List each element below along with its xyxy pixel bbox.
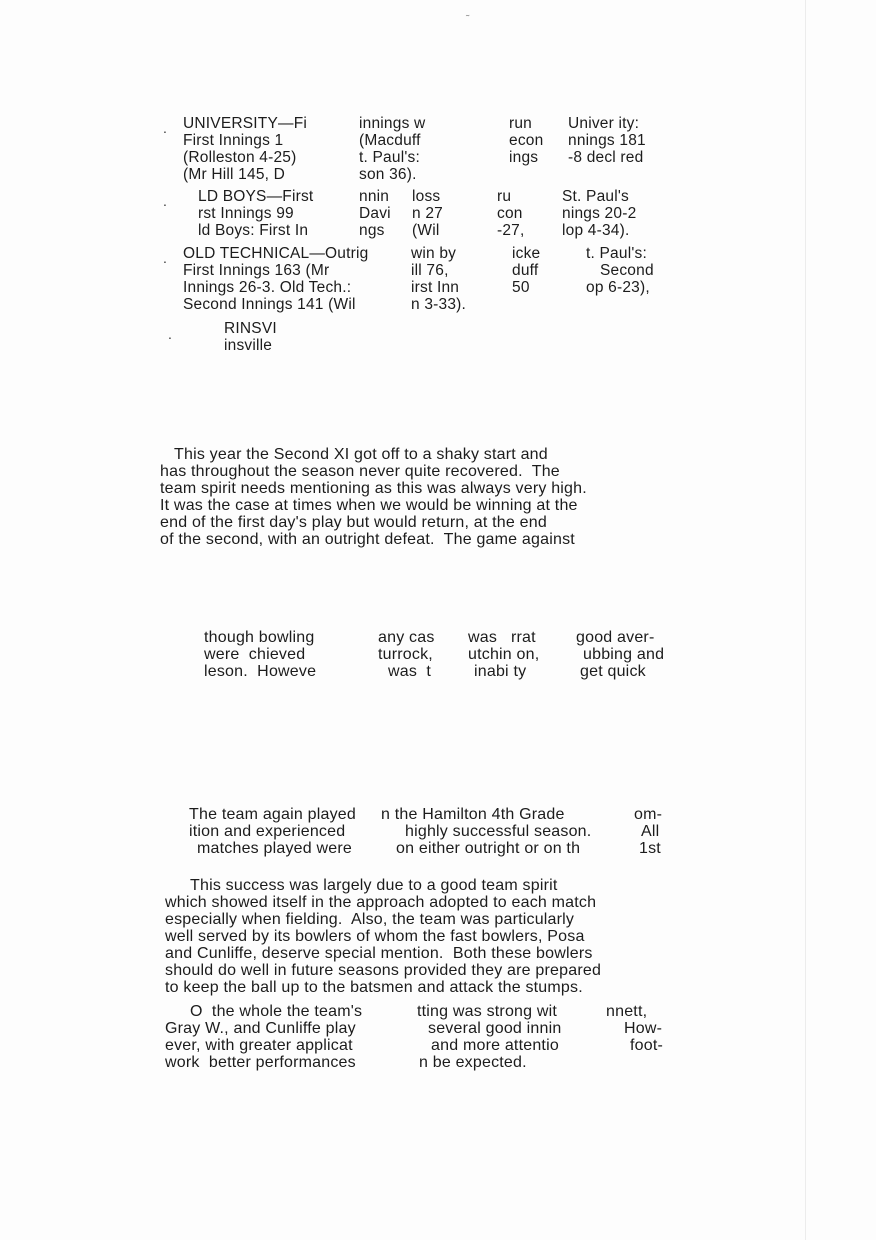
text-line: rst Innings 99 xyxy=(198,205,294,222)
text-line: ever, with greater applicat xyxy=(165,1037,353,1054)
text-line: duff xyxy=(512,262,539,279)
page-edge-shadow xyxy=(805,0,806,1240)
text-line: con xyxy=(497,205,523,222)
text-line: n be expected. xyxy=(419,1054,527,1071)
text-line: Second Innings 141 (Wil xyxy=(183,296,356,313)
scan-speck: ˜ xyxy=(466,14,470,25)
text-line: The team again played xyxy=(189,806,356,823)
text-line: This success was largely due to a good team spirit xyxy=(190,877,558,894)
text-line: t. Paul's: xyxy=(359,149,420,166)
text-line: -8 decl red xyxy=(568,149,644,166)
text-line: inabi ty xyxy=(474,663,527,680)
text-line: highly successful season. xyxy=(405,823,592,840)
result-bullet: . xyxy=(168,326,172,342)
text-line: utchin on, xyxy=(468,646,540,663)
text-line: nings 20-2 xyxy=(562,205,637,222)
text-line: n 27 xyxy=(412,205,443,222)
text-line: Davi xyxy=(359,205,391,222)
text-line: ngs xyxy=(359,222,385,239)
text-line: (Mr Hill 145, D xyxy=(183,166,286,183)
text-line: especially when fielding. Also, the team was particularly xyxy=(165,911,575,928)
text-line: Innings 26-3. Old Tech.: xyxy=(183,279,352,296)
text-line: nnings 181 xyxy=(568,132,646,149)
text-line: and Cunliffe, deserve special mention. Both these bowlers xyxy=(165,945,593,962)
text-line: O the whole the team's xyxy=(190,1003,363,1020)
text-line: (Macduff xyxy=(359,132,421,149)
text-line: This year the Second XI got off to a shaky start and xyxy=(174,446,548,463)
text-line: on either outright or on th xyxy=(396,840,581,857)
text-line: good aver- xyxy=(576,629,655,646)
text-line: n 3-33). xyxy=(411,296,467,313)
result-bullet: . xyxy=(163,193,167,209)
text-line: run xyxy=(509,115,533,132)
text-line: team spirit needs mentioning as this was always very high. xyxy=(160,480,587,497)
text-line: First Innings 163 (Mr xyxy=(183,262,330,279)
text-line: was t xyxy=(388,663,431,680)
text-line: was rrat xyxy=(468,629,536,646)
text-line: -27, xyxy=(497,222,525,239)
text-line: t. Paul's: xyxy=(586,245,647,262)
text-line: several good innin xyxy=(428,1020,562,1037)
result-bullet: . xyxy=(163,250,167,266)
text-line: though bowling xyxy=(204,629,315,646)
text-line: lop 4-34). xyxy=(562,222,630,239)
text-line: loss xyxy=(412,188,441,205)
text-line: St. Paul's xyxy=(562,188,629,205)
text-line: has throughout the season never quite recovered. The xyxy=(160,463,560,480)
text-line: irst Inn xyxy=(411,279,460,296)
text-line: OLD TECHNICAL—Outrig xyxy=(183,245,369,262)
text-line: son 36). xyxy=(359,166,417,183)
text-line: op 6-23), xyxy=(586,279,650,296)
text-line: (Rolleston 4-25) xyxy=(183,149,297,166)
text-line: ition and experienced xyxy=(189,823,346,840)
text-line: of the second, with an outright defeat. The game against xyxy=(160,531,575,548)
text-line: om- xyxy=(634,806,663,823)
text-line: win by xyxy=(411,245,457,262)
text-line: It was the case at times when we would be winning at the xyxy=(160,497,578,514)
text-line: foot- xyxy=(630,1037,664,1054)
text-line: end of the first day's play but would return, at the end xyxy=(160,514,547,531)
text-line: innings w xyxy=(359,115,426,132)
text-line: matches played were xyxy=(197,840,352,857)
text-line: ubbing and xyxy=(583,646,665,663)
text-line: LD BOYS—First xyxy=(198,188,314,205)
text-line: Second xyxy=(600,262,654,279)
text-line: nnin xyxy=(359,188,390,205)
text-line: should do well in future seasons provided they are prepared xyxy=(165,962,602,979)
text-line: Univer ity: xyxy=(568,115,640,132)
text-line: tting was strong wit xyxy=(417,1003,558,1020)
text-line: nnett, xyxy=(606,1003,648,1020)
text-line: ings xyxy=(509,149,539,166)
text-line: First Innings 1 xyxy=(183,132,284,149)
text-line: any cas xyxy=(378,629,435,646)
text-line: RINSVI xyxy=(224,320,277,337)
text-line: 1st xyxy=(639,840,661,857)
text-line: well served by its bowlers of whom the fast bowlers, Posa xyxy=(165,928,585,945)
text-line: n the Hamilton 4th Grade xyxy=(381,806,565,823)
text-line: Gray W., and Cunliffe play xyxy=(165,1020,356,1037)
text-line: How- xyxy=(624,1020,663,1037)
text-line: ld Boys: First In xyxy=(198,222,309,239)
text-line: which showed itself in the approach adopted to each match xyxy=(165,894,597,911)
text-line: ill 76, xyxy=(411,262,449,279)
text-line: were chieved xyxy=(204,646,306,663)
text-line: insville xyxy=(224,337,273,354)
result-bullet: . xyxy=(163,120,167,136)
text-line: get quick xyxy=(580,663,646,680)
text-line: leson. Howeve xyxy=(204,663,317,680)
text-line: UNIVERSITY—Fi xyxy=(183,115,308,132)
text-line: and more attentio xyxy=(431,1037,559,1054)
text-line: econ xyxy=(509,132,544,149)
text-line: (Wil xyxy=(412,222,440,239)
text-line: All xyxy=(641,823,660,840)
text-line: icke xyxy=(512,245,541,262)
text-line: 50 xyxy=(512,279,530,296)
text-line: work better performances xyxy=(165,1054,356,1071)
text-line: ru xyxy=(497,188,512,205)
text-line: to keep the ball up to the batsmen and attack the stumps. xyxy=(165,979,583,996)
text-line: turrock, xyxy=(378,646,433,663)
